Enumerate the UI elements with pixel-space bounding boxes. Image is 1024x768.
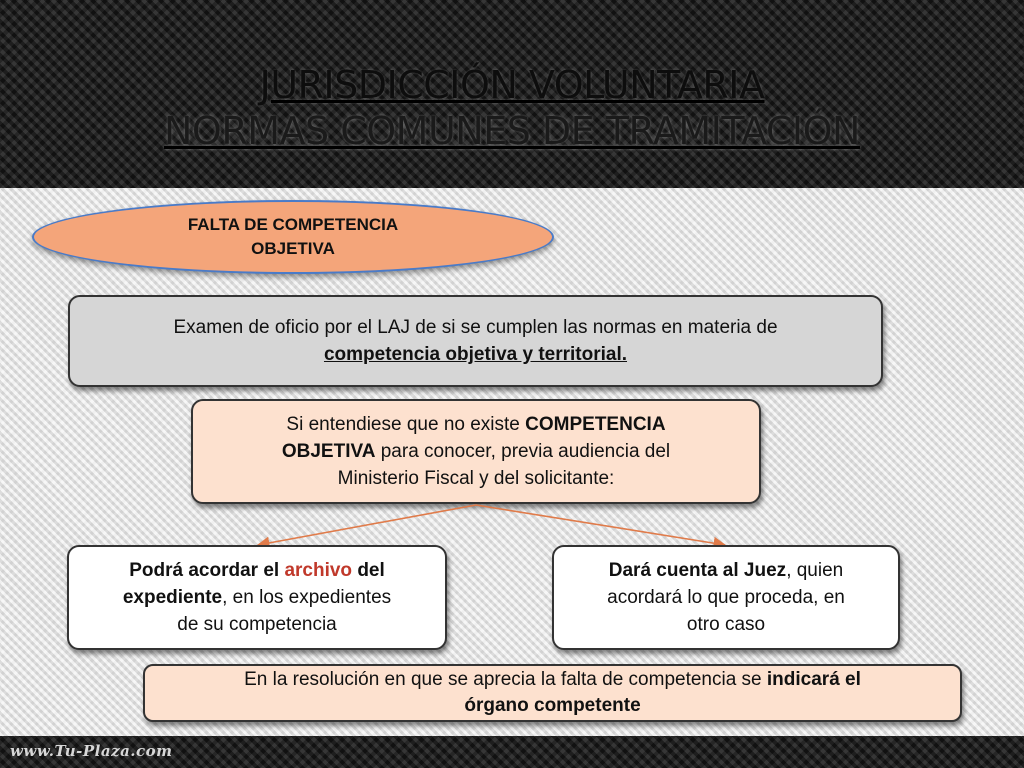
resolution-bold-2: órgano competente <box>464 695 641 716</box>
archivo-text-2: del <box>352 560 385 581</box>
topic-oval <box>32 200 554 274</box>
examen-emphasis: competencia objetiva y territorial. <box>323 344 628 365</box>
archivo-text-4: de su competencia <box>177 614 337 635</box>
condition-text-1: Si entendiese que no existe <box>286 414 526 435</box>
resolution-box <box>143 664 962 722</box>
title-line-1: JURISDICCIÓN VOLUNTARIA <box>259 63 765 107</box>
resolution-text-1: En la resolución en que se aprecia la falta de competencia se <box>244 669 767 690</box>
oval-line-2: OBJETIVA <box>251 239 335 258</box>
watermark-text: www.Tu-Plaza.com <box>10 742 173 760</box>
condition-bold-2: OBJETIVA <box>281 441 376 462</box>
condition-text-3: Ministerio Fiscal y del solicitante: <box>337 468 615 489</box>
condition-bold-1: COMPETENCIA <box>525 414 666 435</box>
juez-text-2: acordará lo que proceda, en <box>607 587 845 608</box>
juez-text-1: , quien <box>786 560 844 581</box>
archivo-highlight: archivo <box>284 560 353 581</box>
title-line-2: NORMAS COMUNES DE TRAMITACIÓN <box>164 109 860 153</box>
archivo-text-3: , en los expedientes <box>222 587 392 608</box>
archivo-box <box>67 545 447 650</box>
juez-text-3: otro caso <box>686 614 766 635</box>
oval-line-1: FALTA DE COMPETENCIA <box>187 215 399 234</box>
condition-text-2: para conocer, previa audiencia del <box>375 441 671 462</box>
slide-title <box>0 62 1024 154</box>
archivo-text-1: Podrá acordar el <box>129 560 285 581</box>
resolution-bold-1: indicará el <box>766 669 861 690</box>
examen-box <box>68 295 883 387</box>
juez-bold: Dará cuenta al Juez <box>608 560 787 581</box>
archivo-bold-expediente: expediente <box>122 587 223 608</box>
examen-text: Examen de oficio por el LAJ de si se cumplen las normas en materia de <box>173 317 778 338</box>
condition-box <box>191 399 761 504</box>
juez-box <box>552 545 900 650</box>
